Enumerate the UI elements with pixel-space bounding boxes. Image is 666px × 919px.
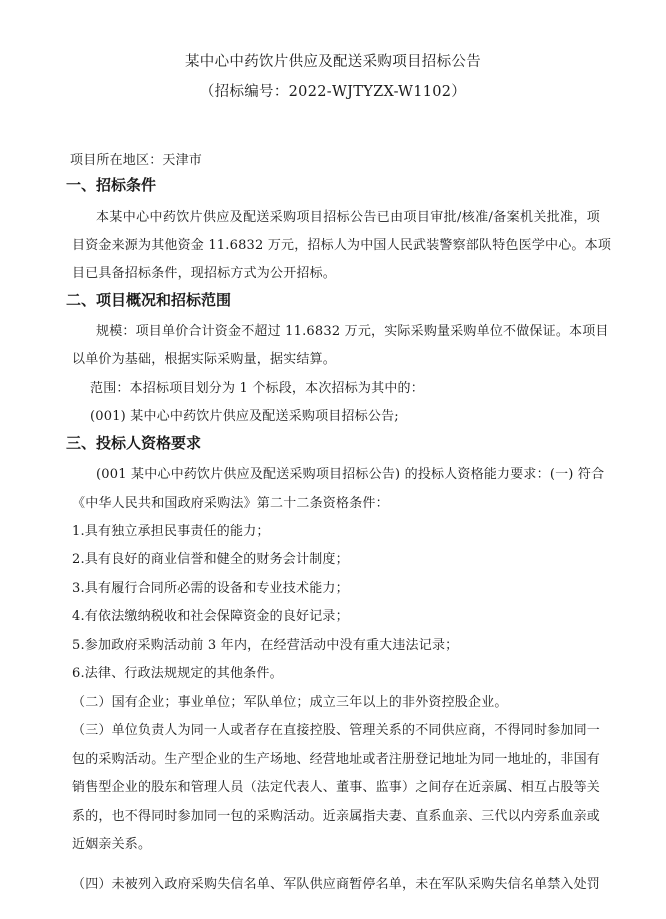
paragraph-line: (001 某中心中药饮片供应及配送采购项目招标公告) 的投标人资格能力要求：(一) 符合 — [96, 467, 605, 482]
paragraph-line: (001) 某中心中药饮片供应及配送采购项目招标公告; — [90, 409, 399, 424]
paragraph-line: （四）未被列入政府采购失信名单、军队供应商暂停名单，未在军队采购失信名单禁入处罚 — [72, 877, 601, 892]
paragraph-line: 本某中心中药饮片供应及配送采购项目招标公告已由项目审批/核准/备案机关批准，项 — [96, 210, 600, 225]
list-item: 4.有依法缴纳税收和社会保障资金的良好记录； — [72, 609, 349, 624]
paragraph-line: 《中华人民共和国政府采购法》第二十二条资格条件： — [72, 496, 389, 511]
paragraph-line: 范围：本招标项目划分为 1 个标段，本次招标为其中的： — [90, 381, 424, 396]
paragraph-line: 系的，也不得同时参加同一包的采购活动。近亲属指夫妻、直系血亲、三代以内旁系血亲或 — [72, 809, 601, 824]
paragraph-line: （三）单位负责人为同一人或者存在直接控股、管理关系的不同供应商，不得同时参加同一 — [72, 723, 601, 738]
paragraph-line: 目资金来源为其他资金 11.6832 万元，招标人为中国人民武装警察部队特色医学中心。本项 — [72, 238, 612, 253]
list-item: 5.参加政府采购活动前 3 年内，在经营活动中没有重大违法记录； — [72, 638, 459, 653]
paragraph-line: 规模：项目单价合计资金不超过 11.6832 万元，实际采购量采购单位不做保证。本项目 — [96, 324, 609, 339]
section-heading-conditions: 一、招标条件 — [66, 176, 157, 194]
list-item: 2.具有良好的商业信誉和健全的财务会计制度； — [72, 552, 349, 567]
list-item: 6.法律、行政法规规定的其他条件。 — [72, 666, 283, 681]
paragraph-line: 包的采购活动。生产型企业的生产场地、经营地址或者注册登记地址为同一地址的，非国有 — [72, 752, 601, 767]
paragraph-line: 目已具备招标条件，现招标方式为公开招标。 — [72, 266, 337, 281]
list-item: 1.具有独立承担民事责任的能力； — [72, 524, 270, 539]
paragraph-line: 近姻亲关系。 — [72, 837, 152, 852]
list-item: 3.具有履行合同所必需的设备和专业技术能力； — [72, 581, 349, 596]
section-heading-qualifications: 三、投标人资格要求 — [66, 434, 202, 452]
paragraph-line: 销售型企业的股东和管理人员（法定代表人、董事、监事）之间存在近亲属、相互占股等关 — [72, 780, 601, 795]
project-region: 项目所在地区：天津市 — [70, 153, 203, 168]
section-heading-overview: 二、项目概况和招标范围 — [66, 291, 232, 309]
document-title: 某中心中药饮片供应及配送采购项目招标公告 — [185, 54, 481, 70]
paragraph-line: 以单价为基础，根据实际采购量，据实结算。 — [72, 352, 337, 367]
tender-number: （招标编号：2022-WJTYZX-W1102） — [199, 84, 467, 100]
paragraph-line: （二）国有企业；事业单位；军队单位；成立三年以上的非外资控股企业。 — [72, 695, 508, 710]
